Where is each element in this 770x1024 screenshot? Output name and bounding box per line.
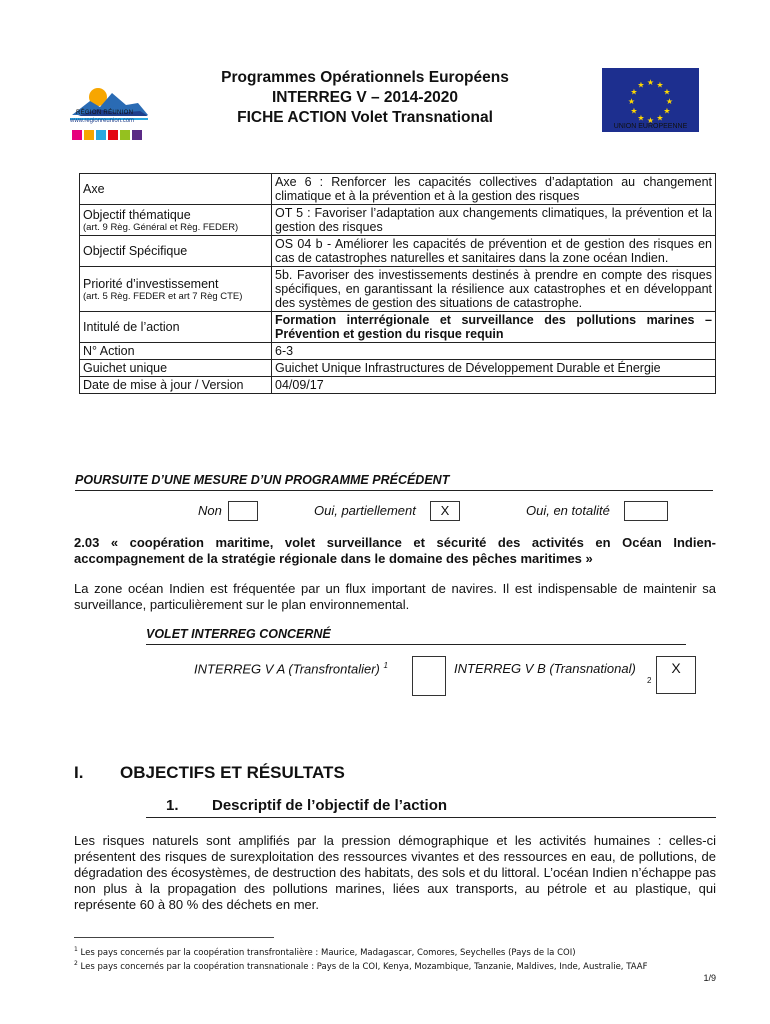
non-checkbox[interactable]: [228, 501, 258, 521]
table-row: [80, 236, 716, 267]
footnote-2-text: Les pays concernés par la coopération transnationale : Pays de la COI, Kenya, Mozambique, Tanzanie, Maldives, Inde, Australie, TAAF: [80, 961, 648, 972]
svg-text:★: ★: [646, 78, 655, 87]
footnote-2: [74, 960, 648, 972]
document-title-line2: INTERREG V – 2014-2020: [271, 89, 459, 106]
measure-text: La zone océan Indien est fréquentée par un flux important de navires. Il est indispensable de maintenir sa surveillance, particulièrement sur le plan environnemental.: [74, 581, 716, 612]
interreg-a-footnote-ref: 1: [383, 661, 388, 670]
axe-label: Axe: [80, 174, 272, 205]
svg-text:★: ★: [656, 113, 664, 123]
footnote-2-number: 2: [74, 960, 78, 967]
table-row: [80, 343, 716, 360]
subsection-title: Descriptif de l’objectif de l’action: [212, 797, 448, 814]
logo-square: [132, 130, 142, 140]
interreg-a-label: [194, 661, 388, 676]
footnote-1: [74, 946, 576, 958]
date-label: Date de mise à jour / Version: [80, 377, 272, 394]
guichet-label: Guichet unique: [80, 360, 272, 377]
objectif-thematique-cell: [80, 205, 272, 236]
page-number: 1/9: [703, 973, 716, 983]
partiel-label: Oui, partiellement: [314, 503, 416, 518]
document-title-line1: Programmes Opérationnels Européens: [221, 69, 509, 86]
logo-square: [96, 130, 106, 140]
volet-heading: VOLET INTERREG CONCERNÉ: [146, 627, 686, 645]
svg-text:★: ★: [627, 97, 636, 106]
totalite-checkbox[interactable]: [624, 501, 668, 521]
document-title-line3: FICHE ACTION Volet Transnational: [237, 109, 493, 126]
num-action-value: 6-3: [272, 343, 716, 360]
table-row: [80, 267, 716, 312]
svg-text:★: ★: [646, 116, 655, 125]
footnote-1-text: Les pays concernés par la coopération transfrontalière : Maurice, Madagascar, Comores, Seychelles (Pays de la COI): [80, 947, 576, 958]
logo-square: [108, 130, 118, 140]
priorite-value: 5b. Favoriser des investissements destinés à prendre en compte des risques spécifiques, en garantissant la résilience aux catastrophes et en développant des systèmes de gestion des situations de catastrophe.: [272, 267, 716, 312]
svg-text:★: ★: [663, 106, 671, 116]
subsection-rule: [146, 817, 716, 818]
body-paragraph: Les risques naturels sont amplifiés par la pression démographique et les activités humaines : celles-ci présentent des risques de surexploitation des ressources vivantes et des ressources en eau, de pollutions, de dégradation des écosystèmes, de destruction des habitats, des sols et du littoral. L’océan Indien n’échappe pas non plus à la propagation des pollutions marines, liées aux transports, au pétrole et au plastique, qui représente 60 à 80 % des déchets en mer.: [74, 833, 716, 912]
logo-square: [120, 130, 130, 140]
subsection-number: 1.: [166, 797, 179, 814]
svg-text:★: ★: [656, 80, 664, 90]
section-number: I.: [74, 763, 84, 782]
table-row: [80, 205, 716, 236]
svg-text:★: ★: [665, 97, 674, 106]
svg-text:★: ★: [630, 106, 638, 116]
interreg-b-footnote-ref: 2: [647, 676, 652, 685]
logo-square: [84, 130, 94, 140]
intitule-value: Formation interrégionale et surveillance des pollutions marines – Prévention et gestion du risque requin: [272, 312, 716, 343]
svg-text:★: ★: [637, 113, 645, 123]
specifique-label: Objectif Spécifique: [80, 236, 272, 267]
interreg-a-checkbox[interactable]: [412, 656, 446, 696]
poursuite-heading: POURSUITE D’UNE MESURE D’UN PROGRAMME PRÉCÉDENT: [75, 473, 713, 491]
guichet-value: Guichet Unique Infrastructures de Développement Durable et Énergie: [272, 360, 716, 377]
interreg-b-label: INTERREG V B (Transnational): [454, 661, 636, 676]
interreg-a-text: INTERREG V A (Transfrontalier): [194, 661, 380, 677]
axe-value: Axe 6 : Renforcer les capacités collectives d’adaptation au changement climatique et à la prévention et à la gestion des risques: [272, 174, 716, 205]
totalite-label: Oui, en totalité: [526, 503, 610, 518]
action-info-table: [79, 173, 716, 394]
num-action-label: N° Action: [80, 343, 272, 360]
footnote-rule: [74, 937, 274, 938]
priorite-cell: [80, 267, 272, 312]
logo-square: [72, 130, 82, 140]
objectif-value: OT 5 : Favoriser l’adaptation aux changements climatiques, la prévention et la gestion des risques: [272, 205, 716, 236]
priorite-note: (art. 5 Règ. FEDER et art 7 Règ CTE): [83, 290, 243, 302]
partiel-checkbox[interactable]: X: [430, 501, 460, 521]
measure-title: 2.03 « coopération maritime, volet surveillance et sécurité des activités en Océan Indien-accompagnement de la stratégie régionale dans le domaine des pêches maritimes »: [74, 535, 716, 566]
table-row: [80, 174, 716, 205]
interreg-b-checkbox[interactable]: X: [656, 656, 696, 694]
table-row: [80, 377, 716, 394]
table-row: [80, 312, 716, 343]
date-value: 04/09/17: [272, 377, 716, 394]
svg-text:★: ★: [630, 87, 638, 97]
intitule-label: Intitulé de l’action: [80, 312, 272, 343]
table-row: [80, 360, 716, 377]
region-name: RÉGION RÉUNION: [76, 110, 134, 116]
non-label: Non: [198, 503, 222, 518]
specifique-value: OS 04 b - Améliorer les capacités de prévention et de gestion des risques en cas de catastrophes naturelles et sanitaires dans la zone océan Indien.: [272, 236, 716, 267]
objectif-label: Objectif thématique: [83, 207, 191, 222]
region-url: www.regionreunion.com: [70, 118, 135, 124]
priorite-label: Priorité d’investissement: [83, 276, 219, 291]
footnote-1-number: 1: [74, 946, 78, 953]
svg-text:★: ★: [663, 87, 671, 97]
eu-label: UNION EUROPEENNE: [613, 123, 688, 130]
objectif-note: (art. 9 Règ. Général et Règ. FEDER): [83, 221, 239, 233]
section-title: OBJECTIFS ET RÉSULTATS: [120, 763, 345, 782]
svg-text:★: ★: [637, 80, 645, 90]
